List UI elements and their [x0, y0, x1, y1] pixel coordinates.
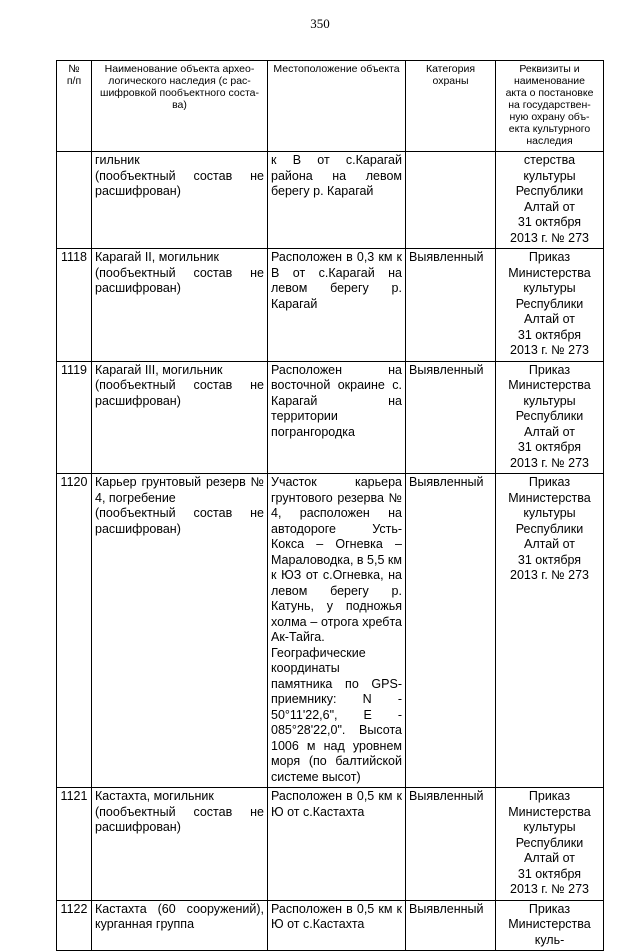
- object-location: Расположен в 0,3 км к В от с.Карагай на левом берегу р. Карагай: [268, 249, 406, 362]
- table-row: [57, 788, 604, 901]
- row-number: 1118: [57, 249, 92, 362]
- object-name: Карьер грунтовый резерв № 4, погребение (пообъектный состав не расшифрован): [92, 474, 268, 788]
- object-location: Расположен в 0,5 км к Ю от с.Кастахта: [268, 788, 406, 901]
- object-location: Участок карьера грунтового резерва № 4, расположен на автодороге Усть-Кокса – Огневка – Мараловодка, в 5,5 км к ЮЗ от с.Огневка, на левом берегу р. Катунь, у подножья холма – отрога хребта Ак-Тайга. Географические координаты памятника по GPS-приемнику: N - 50°11'22,6", E - 085°28'22,0". Высота 1006 м над уровнем моря (по балтийской системе высот): [268, 474, 406, 788]
- act-details: Приказ Министерства культуры Республики Алтай от 31 октября 2013 г. № 273: [496, 474, 604, 788]
- row-number: 1119: [57, 361, 92, 474]
- object-location: к В от с.Карагай района на левом берегу р. Карагай: [268, 152, 406, 249]
- protection-category: [406, 152, 496, 249]
- table-row: [57, 152, 604, 249]
- table-row: [57, 249, 604, 362]
- protection-category: Выявленный: [406, 474, 496, 788]
- header-location: Местоположение объекта: [268, 61, 406, 152]
- header-number: № п/п: [57, 61, 92, 152]
- row-number: [57, 152, 92, 249]
- row-number: 1120: [57, 474, 92, 788]
- table-header-row: [57, 61, 604, 152]
- header-act: Реквизиты и наименование акта о постановке на государствен- ную охрану объ- екта культурного наследия: [496, 61, 604, 152]
- object-name: Кастахта, могильник (пообъектный состав не расшифрован): [92, 788, 268, 901]
- row-number: 1122: [57, 900, 92, 951]
- header-category: Категория охраны: [406, 61, 496, 152]
- heritage-registry-table: [56, 60, 604, 951]
- act-details: Приказ Министерства культуры Республики Алтай от 31 октября 2013 г. № 273: [496, 249, 604, 362]
- object-name: Карагай III, могильник (пообъектный состав не расшифрован): [92, 361, 268, 474]
- protection-category: Выявленный: [406, 249, 496, 362]
- page-number: 350: [310, 16, 330, 31]
- protection-category: Выявленный: [406, 361, 496, 474]
- act-details: стерства культуры Республики Алтай от 31 октября 2013 г. № 273: [496, 152, 604, 249]
- act-details: Приказ Министерства культуры Республики Алтай от 31 октября 2013 г. № 273: [496, 788, 604, 901]
- table-row: [57, 361, 604, 474]
- object-location: Расположен в 0,5 км к Ю от с.Кастахта: [268, 900, 406, 951]
- table-row: [57, 474, 604, 788]
- table-row: [57, 900, 604, 951]
- act-details: Приказ Министерства куль-: [496, 900, 604, 951]
- object-name: Кастахта (60 сооружений), курганная группа: [92, 900, 268, 951]
- object-name: Карагай II, могильник (пообъектный состав не расшифрован): [92, 249, 268, 362]
- act-details: Приказ Министерства культуры Республики Алтай от 31 октября 2013 г. № 273: [496, 361, 604, 474]
- object-name: гильник (пообъектный состав не расшифрован): [92, 152, 268, 249]
- protection-category: Выявленный: [406, 900, 496, 951]
- object-location: Расположен на восточной окраине с. Карагай на территории погрангородка: [268, 361, 406, 474]
- header-name: Наименование объекта архео- логического наследия (с рас- шифровкой пообъектного соста- ва): [92, 61, 268, 152]
- row-number: 1121: [57, 788, 92, 901]
- protection-category: Выявленный: [406, 788, 496, 901]
